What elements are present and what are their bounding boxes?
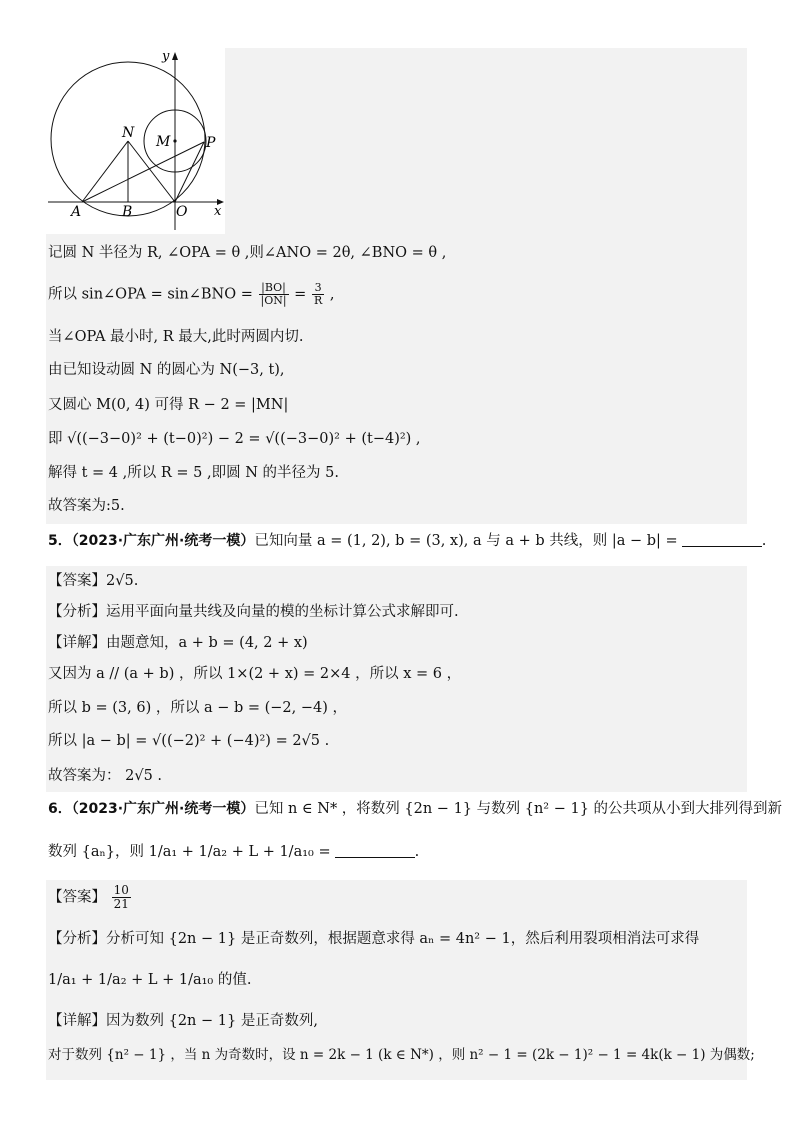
sol4-line3: 当∠OPA 最小时, R 最大,此时两圆内切. <box>48 329 304 345</box>
fraction-bo-on <box>259 282 289 307</box>
q5-stem-text: 已知向量 a = (1, 2), b = (3, x), a 与 a + b 共线，则 |a − b| = <box>254 533 678 549</box>
label-p: P <box>206 135 216 151</box>
q5-answer <box>48 571 138 591</box>
analysis-label: 【分析】 <box>48 604 106 620</box>
sol4-line8: 故答案为:5. <box>48 498 125 514</box>
label-o: O <box>176 204 188 220</box>
y-axis-arrow-icon <box>172 52 178 60</box>
label-a: A <box>71 204 82 220</box>
q5-detail-1 <box>48 633 308 653</box>
detail-label: 【详解】 <box>48 1013 106 1029</box>
sol4-line7: 解得 t = 4 ,所以 R = 5 ,即圆 N 的半径为 5. <box>48 465 339 481</box>
q6-source: （2023·广东广州·统考一模） <box>71 801 255 817</box>
fraction-denominator: R <box>313 294 323 307</box>
q5-detail-text: 由题意知，a + b = (4, 2 + x) <box>106 635 308 651</box>
q6-stem2-sum: 1/a₁ + 1/a₂ + L + 1/a₁₀ <box>148 844 314 860</box>
q5-stem <box>48 531 766 551</box>
segment-an <box>82 141 128 202</box>
fraction-denominator: 21 <box>113 897 129 911</box>
fraction-numerator: 10 <box>113 883 129 897</box>
label-n: N <box>122 125 135 141</box>
figure-panel <box>225 48 747 234</box>
geometry-figure <box>46 44 228 234</box>
label-x: x <box>214 204 222 219</box>
q5-analysis-text: 运用平面向量共线及向量的模的坐标计算公式求解即可. <box>106 604 459 620</box>
q5-analysis <box>48 602 459 622</box>
q6-stem-2 <box>48 842 419 862</box>
answer-label: 【答案】 <box>48 573 106 589</box>
fraction-numerator: |BO| <box>259 282 289 295</box>
answer-label: 【答案】 <box>48 889 106 906</box>
q5-number: 5． <box>48 533 72 549</box>
sol4-line1: 记圆 N 半径为 R, ∠OPA = θ ,则∠ANO = 2θ, ∠BNO = θ , <box>48 245 447 261</box>
q6-detail-text: 因为数列 {2n − 1} 是正奇数列, <box>106 1013 318 1029</box>
analysis-label: 【分析】 <box>48 931 106 947</box>
q5-detail-3: 所以 b = (3, 6) ，所以 a − b = (−2, −4) ， <box>48 700 348 716</box>
q6-stem-text: 已知 n ∈ N* ，将数列 {2n − 1} 与数列 {n² − 1} 的公共项从小到大排列得到新 <box>254 801 783 817</box>
label-b: B <box>122 204 133 220</box>
label-y: y <box>162 49 170 64</box>
q6-answer-blank <box>335 843 415 858</box>
sol4-line2-pre: 所以 sin∠OPA = sin∠BNO = <box>48 286 253 303</box>
q6-answer-fraction <box>112 884 131 911</box>
fraction-3-r <box>312 282 324 307</box>
q6-stem-1 <box>48 799 782 819</box>
q6-stem2-eq: = <box>318 844 331 860</box>
q6-stem2-pre: 数列 {aₙ}，则 <box>48 844 144 860</box>
sol4-line2 <box>48 282 334 307</box>
q5-answer-blank <box>682 532 762 547</box>
q6-answer <box>48 884 132 911</box>
q6-detail-2: 对于数列 {n² − 1} ，当 n 为奇数时，设 n = 2k − 1 (k ∈ N*) ，则 n² − 1 = (2k − 1)² − 1 = 4k(k − 1) 为偶数; <box>48 1047 755 1063</box>
label-m: M <box>156 134 171 150</box>
sol4-line2-post: , <box>329 286 335 303</box>
q6-number: 6． <box>48 801 72 817</box>
detail-label: 【详解】 <box>48 635 106 651</box>
equals-sign: = <box>294 286 307 303</box>
q5-detail-2: 又因为 a // (a + b) ，所以 1×(2 + x) = 2×4 ，所以 x = 6 ， <box>48 666 462 682</box>
q5-stem-end: . <box>761 533 767 549</box>
sol4-line4: 由已知设动圆 N 的圆心为 N(−3, t), <box>48 362 285 378</box>
q6-analysis-text: 分析可知 {2n − 1} 是正奇数列，根据题意求得 aₙ = 4n² − 1，然后利用裂项相消法可求得 <box>106 931 700 947</box>
q6-analysis <box>48 929 699 949</box>
sol4-line5: 又圆心 M(0, 4) 可得 R − 2 = |MN| <box>48 397 289 413</box>
q5-detail-5: 故答案为： 2√5 . <box>48 768 163 784</box>
q6-analysis-2: 1/a₁ + 1/a₂ + L + 1/a₁₀ 的值. <box>48 972 252 988</box>
sol4-line6: 即 √((−3−0)² + (t−0)²) − 2 = √((−3−0)² + (t−4)²) , <box>48 431 421 447</box>
q5-answer-value: 2√5. <box>106 573 139 589</box>
fraction-numerator: 3 <box>312 282 324 295</box>
point-m <box>173 139 176 142</box>
segment-ap <box>82 142 204 202</box>
q5-source: （2023·广东广州·统考一模） <box>71 533 255 549</box>
q6-detail-1 <box>48 1011 318 1031</box>
q6-stem-end: . <box>414 844 420 860</box>
fraction-denominator: |ON| <box>260 294 287 307</box>
q5-detail-4: 所以 |a − b| = √((−2)² + (−4)²) = 2√5 . <box>48 733 330 749</box>
